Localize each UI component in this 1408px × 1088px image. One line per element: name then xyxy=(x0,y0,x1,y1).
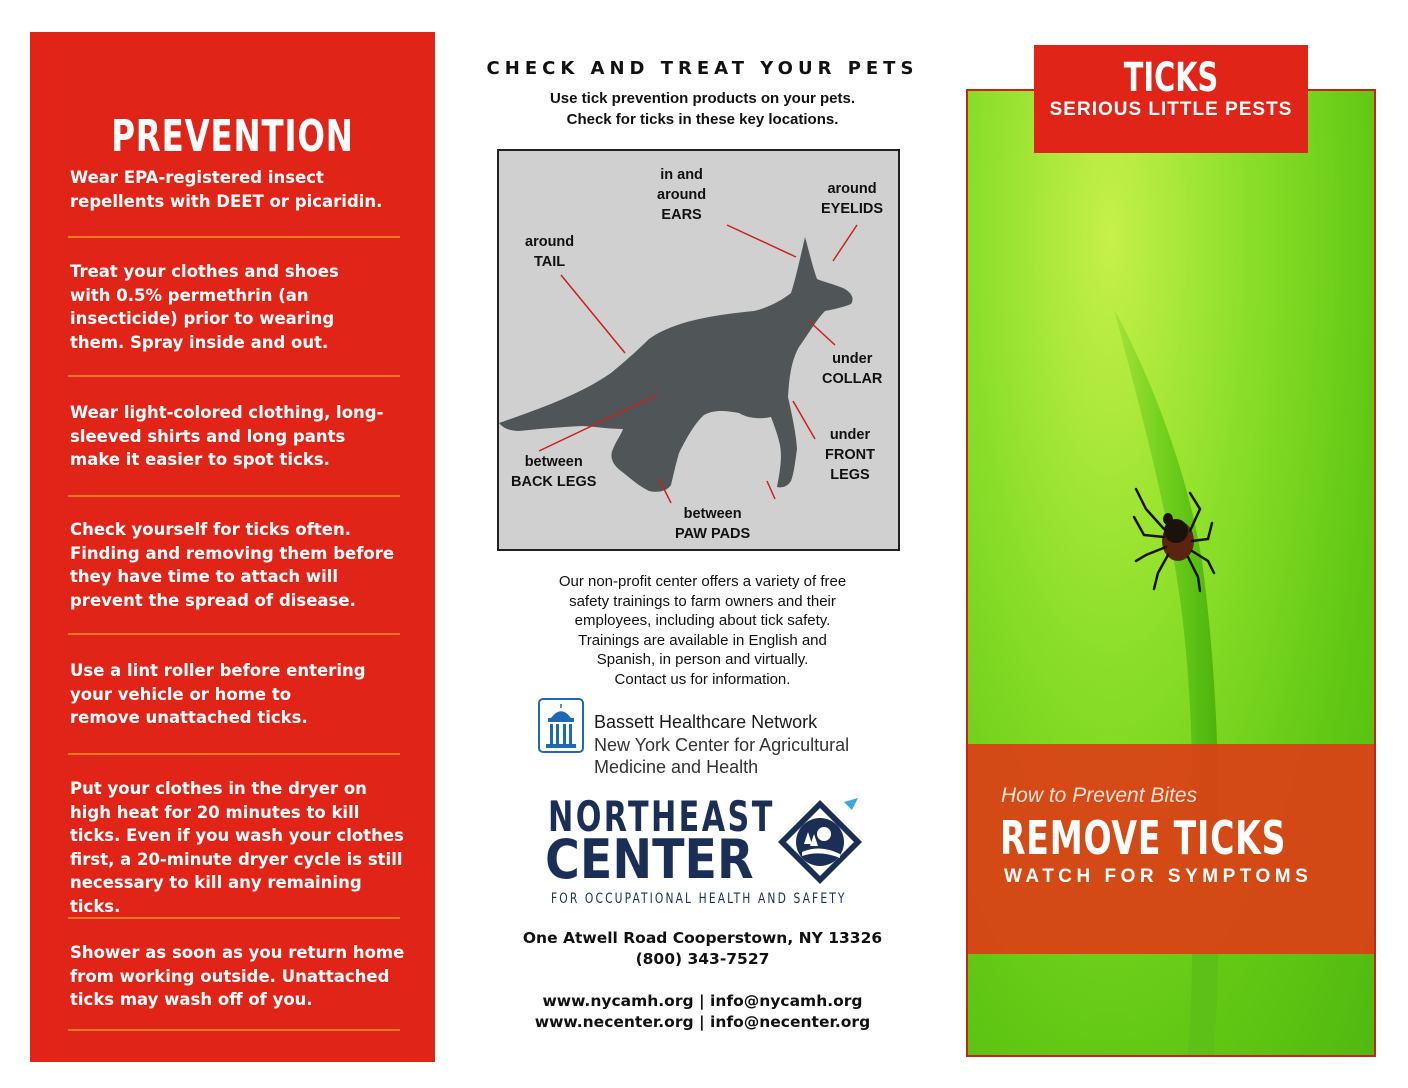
label-back-legs xyxy=(511,452,596,492)
bassett-sub-line: New York Center for Agricultural xyxy=(594,735,850,755)
address-text: One Atwell Road Cooperstown, NY 13326 xyxy=(522,929,883,947)
tip-check-yourself xyxy=(70,518,415,612)
divider xyxy=(68,375,400,377)
label-line: under xyxy=(832,351,873,367)
remove-ticks-text: REMOVE TICKS xyxy=(1000,811,1287,865)
label-line: around xyxy=(827,181,877,197)
bassett-name: Bassett Healthcare Network xyxy=(594,712,818,732)
about-line: safety trainings to farm owners and their xyxy=(569,592,836,610)
label-line: between xyxy=(524,454,583,470)
tip-line: repellents with DEET or picaridin. xyxy=(70,191,383,211)
prevention-panel xyxy=(30,32,435,1062)
tip-clothing xyxy=(70,401,415,472)
phone-text: (800) 343-7527 xyxy=(635,950,770,968)
label-collar xyxy=(822,349,882,389)
tip-line: prevent the spread of disease. xyxy=(70,590,356,610)
tip-line: ticks may wash off of you. xyxy=(70,990,313,1009)
label-line: around xyxy=(525,234,575,250)
about-line: Our non-profit center offers a variety of free xyxy=(558,573,847,590)
divider xyxy=(68,236,400,238)
tip-line: necessary to kill any remaining ticks. xyxy=(70,873,362,916)
tip-line: Shower as soon as you return home xyxy=(70,943,405,962)
pets-subheading: Use tick prevention products on your pets. xyxy=(549,90,856,107)
label-line: FRONT xyxy=(825,447,875,463)
label-line: between xyxy=(683,506,742,522)
web-link[interactable]: www.nycamh.org | info@nycamh.org xyxy=(542,992,863,1010)
label-line: EARS xyxy=(661,207,702,223)
center-word: CENTER xyxy=(545,828,754,891)
tip-line: with 0.5% permethrin (an xyxy=(70,285,309,305)
label-line: TAIL xyxy=(534,254,566,270)
pets-heading: CHECK AND TREAT YOUR PETS xyxy=(486,58,919,79)
about-line: Trainings are available in English and xyxy=(578,631,827,649)
label-line: in and xyxy=(660,167,703,183)
bassett-sub-line: Medicine and Health xyxy=(594,757,759,777)
label-line: EYELIDS xyxy=(821,201,884,217)
divider xyxy=(68,495,400,497)
divider xyxy=(68,1029,400,1031)
tip-line: Wear EPA-registered insect xyxy=(70,168,324,187)
tip-line: Wear light-colored clothing, long- xyxy=(70,403,384,422)
about-text xyxy=(500,572,905,689)
tip-dryer xyxy=(70,777,415,918)
label-front-legs xyxy=(825,425,875,485)
divider xyxy=(68,753,400,755)
bassett-subtitle xyxy=(594,734,894,778)
tip-line: them. Spray inside and out. xyxy=(70,332,329,352)
tip-line: Use a lint roller before entering xyxy=(70,661,366,680)
label-line: around xyxy=(657,187,707,203)
tip-line: ticks. Even if you wash your clothes xyxy=(70,826,404,845)
northeast-word: NORTHEAST xyxy=(548,792,775,841)
divider xyxy=(68,633,400,635)
label-line: PAW PADS xyxy=(675,526,751,542)
pets-subheading: Check for ticks in these key locations. xyxy=(566,111,839,128)
label-paw-pads xyxy=(675,504,750,544)
label-tail xyxy=(525,232,574,272)
watch-symptoms-text: WATCH FOR SYMPTOMS xyxy=(1004,866,1313,887)
cover-subtitle: SERIOUS LITTLE PESTS xyxy=(1049,99,1293,120)
label-eyelids xyxy=(821,179,883,219)
tip-line: remove unattached ticks. xyxy=(70,708,308,727)
tip-permethrin xyxy=(70,260,415,354)
tip-line: Check yourself for ticks often. xyxy=(70,520,351,539)
about-line: Spanish, in person and virtually. xyxy=(596,651,809,668)
tip-lint-roller xyxy=(70,659,415,730)
tip-repellent xyxy=(70,166,415,213)
divider xyxy=(68,917,400,919)
about-line: employees, including about tick safety. xyxy=(574,612,831,629)
tip-line: sleeved shirts and long pants xyxy=(70,426,346,446)
about-line: Contact us for information. xyxy=(614,670,791,688)
contact-address xyxy=(470,928,935,970)
title-box xyxy=(1034,45,1308,153)
tip-line: insecticide) prior to wearing xyxy=(70,309,335,328)
tip-line: Treat your clothes and shoes xyxy=(70,262,339,281)
web-link[interactable]: www.necenter.org | info@necenter.org xyxy=(534,1013,871,1031)
label-line: under xyxy=(829,427,871,443)
bassett-logo-icon xyxy=(538,698,584,753)
tip-line: from working outside. Unattached xyxy=(70,966,390,986)
tip-line: your vehicle or home to xyxy=(70,684,292,704)
label-ears xyxy=(657,165,706,225)
tip-shower xyxy=(70,941,415,1012)
label-line: BACK LEGS xyxy=(511,474,597,490)
tip-line: they have time to attach will xyxy=(70,567,339,586)
tip-line: first, a 20-minute dryer cycle is still xyxy=(70,849,403,869)
how-to-text: How to Prevent Bites xyxy=(1001,784,1198,807)
label-line: COLLAR xyxy=(822,371,883,387)
northeast-tagline: FOR OCCUPATIONAL HEALTH AND SAFETY xyxy=(551,891,847,907)
tip-line: make it easier to spot ticks. xyxy=(70,450,330,469)
dog-diagram xyxy=(497,149,900,551)
cover-title: TICKS xyxy=(1123,55,1219,101)
northeast-compass-emblem-icon xyxy=(774,796,866,888)
label-line: LEGS xyxy=(830,467,870,483)
tip-line: high heat for 20 minutes to kill xyxy=(70,802,360,822)
contact-web xyxy=(470,991,935,1033)
tip-line: Put your clothes in the dryer on xyxy=(70,779,367,798)
tip-line: Finding and removing them before xyxy=(70,543,395,563)
prevention-title: PREVENTION xyxy=(111,111,354,162)
